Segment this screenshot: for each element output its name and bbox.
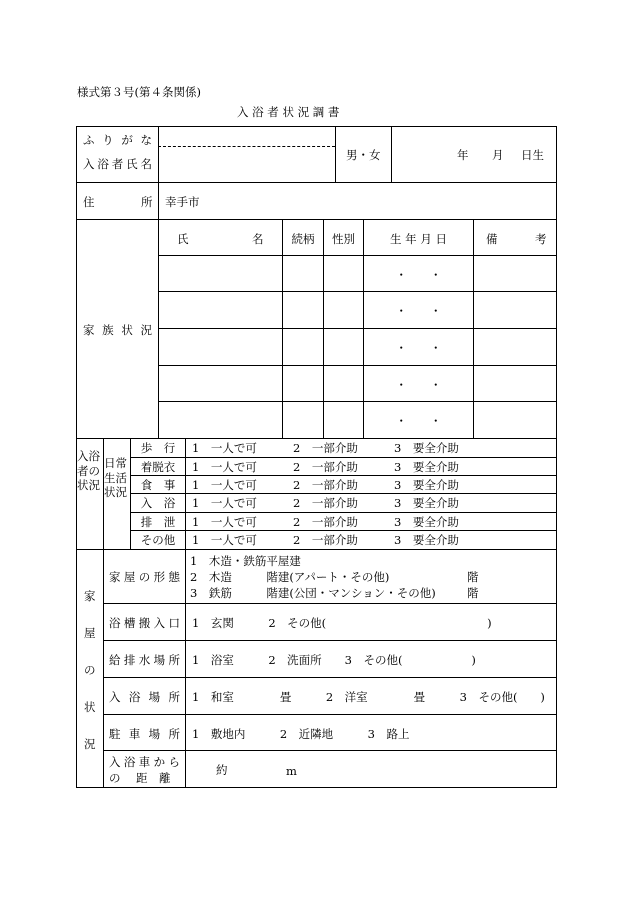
daily-item: 着脱衣	[140, 460, 176, 474]
bathing-place-options[interactable]: 1 和室 畳 2 洋室 畳 3 その他( )	[192, 690, 545, 704]
house-form-label: 家屋の形態	[109, 570, 180, 584]
family-row-birth-dots: ・ ・	[395, 304, 442, 318]
distance-label-kyori: 距 離	[136, 771, 171, 785]
daily-item: 歩 行	[140, 441, 176, 455]
daily-item: 食 事	[140, 478, 176, 492]
family-row-birth-dots: ・ ・	[395, 378, 442, 392]
gender-field[interactable]: 男・女	[346, 148, 381, 162]
daily-life-char: 状	[104, 485, 116, 500]
daily-option-3[interactable]: 3 要全介助	[394, 478, 459, 492]
daily-life-label	[104, 456, 130, 500]
address-label-b: 所	[141, 195, 153, 209]
distance-approx: 約	[216, 763, 228, 777]
parking-options[interactable]: 1 敷地内 2 近隣地 3 路上	[192, 727, 410, 741]
daily-option-2[interactable]: 2 一部介助	[293, 533, 358, 547]
furigana-field[interactable]	[160, 128, 334, 145]
family-row-birth-dots: ・ ・	[395, 268, 442, 282]
daily-life-char: 況	[115, 485, 127, 500]
page-title: 入 浴 者 状 況 調 書	[237, 105, 340, 119]
family-header-relation: 続柄	[291, 232, 315, 246]
house-form-option[interactable]: 2 木造 階建(アパート・その他)	[190, 570, 390, 584]
family-header-note-b: 考	[535, 232, 547, 246]
house-label-char: 状	[84, 700, 96, 714]
bather-status-label	[77, 449, 103, 493]
house-form-option[interactable]: 3 鉄筋 階建(公団・マンション・その他)	[190, 586, 436, 600]
address-label-a: 住	[83, 195, 95, 209]
birth-day-label: 日生	[521, 148, 544, 162]
house-label-char: 家	[84, 589, 96, 603]
daily-option-1[interactable]: 1 一人で可	[192, 441, 257, 455]
daily-option-3[interactable]: 3 要全介助	[394, 496, 459, 510]
house-label-char: 屋	[84, 626, 96, 640]
daily-option-2[interactable]: 2 一部介助	[293, 496, 358, 510]
bather-status-char: 況	[88, 478, 100, 493]
family-header-birth: 生 年 月 日	[390, 232, 447, 246]
daily-option-3[interactable]: 3 要全介助	[394, 441, 459, 455]
water-supply-label: 給排水場所	[109, 653, 180, 667]
name-field[interactable]	[160, 148, 334, 181]
bathing-place-label: 入浴場所	[109, 690, 180, 704]
house-label-char: の	[84, 663, 96, 677]
daily-life-char: 常	[115, 456, 127, 470]
daily-option-1[interactable]: 1 一人で可	[192, 515, 257, 529]
house-form-floor-unit: 階	[467, 586, 479, 600]
daily-item: 入 浴	[140, 496, 176, 510]
daily-option-3[interactable]: 3 要全介助	[394, 460, 459, 474]
bather-status-char: 者	[77, 463, 89, 478]
daily-life-char: 活	[115, 470, 127, 485]
family-label: 家族状況	[83, 323, 152, 337]
parking-label: 駐車場所	[109, 727, 180, 741]
daily-life-char: 生	[104, 470, 116, 485]
house-label-char: 況	[84, 737, 96, 751]
furigana-label: ふりがな	[83, 133, 152, 147]
family-row-birth-dots: ・ ・	[395, 414, 442, 428]
daily-option-1[interactable]: 1 一人で可	[192, 478, 257, 492]
bather-status-char: 浴	[88, 449, 100, 463]
distance-unit: m	[286, 764, 297, 778]
birth-month-label: 月	[492, 148, 504, 162]
daily-option-1[interactable]: 1 一人で可	[192, 496, 257, 510]
daily-option-1[interactable]: 1 一人で可	[192, 533, 257, 547]
daily-life-char: 日	[104, 456, 116, 470]
name-label: 入浴者氏名	[83, 157, 152, 171]
family-header-name-a: 氏	[177, 232, 189, 246]
daily-item: 排 泄	[140, 515, 176, 529]
daily-option-3[interactable]: 3 要全介助	[394, 533, 459, 547]
bathtub-entry-options[interactable]: 1 玄関 2 その他( )	[192, 616, 492, 630]
form-number: 様式第３号(第４条関係)	[77, 85, 201, 99]
bather-status-char: の	[88, 463, 100, 478]
daily-option-1[interactable]: 1 一人で可	[192, 460, 257, 474]
distance-label-line1: 入浴車から	[109, 755, 180, 769]
daily-option-2[interactable]: 2 一部介助	[293, 460, 358, 474]
family-header-name-b: 名	[252, 232, 264, 246]
daily-option-2[interactable]: 2 一部介助	[293, 441, 358, 455]
birth-year-label: 年	[457, 148, 469, 162]
daily-option-2[interactable]: 2 一部介助	[293, 478, 358, 492]
bather-status-char: 状	[77, 478, 89, 493]
bather-status-char: 入	[77, 449, 89, 463]
daily-option-3[interactable]: 3 要全介助	[394, 515, 459, 529]
family-header-note-a: 備	[486, 232, 498, 246]
house-form-option[interactable]: 1 木造・鉄筋平屋建	[190, 554, 301, 568]
daily-item: その他	[140, 533, 176, 547]
family-row-birth-dots: ・ ・	[395, 341, 442, 355]
water-supply-options[interactable]: 1 浴室 2 洗面所 3 その他( )	[192, 653, 476, 667]
address-value[interactable]: 幸手市	[165, 195, 200, 209]
distance-label-no: の	[109, 771, 121, 785]
daily-option-2[interactable]: 2 一部介助	[293, 515, 358, 529]
family-header-sex: 性別	[332, 232, 355, 246]
bathtub-entry-label: 浴槽搬入口	[109, 616, 180, 630]
house-form-floor-unit: 階	[467, 570, 479, 584]
